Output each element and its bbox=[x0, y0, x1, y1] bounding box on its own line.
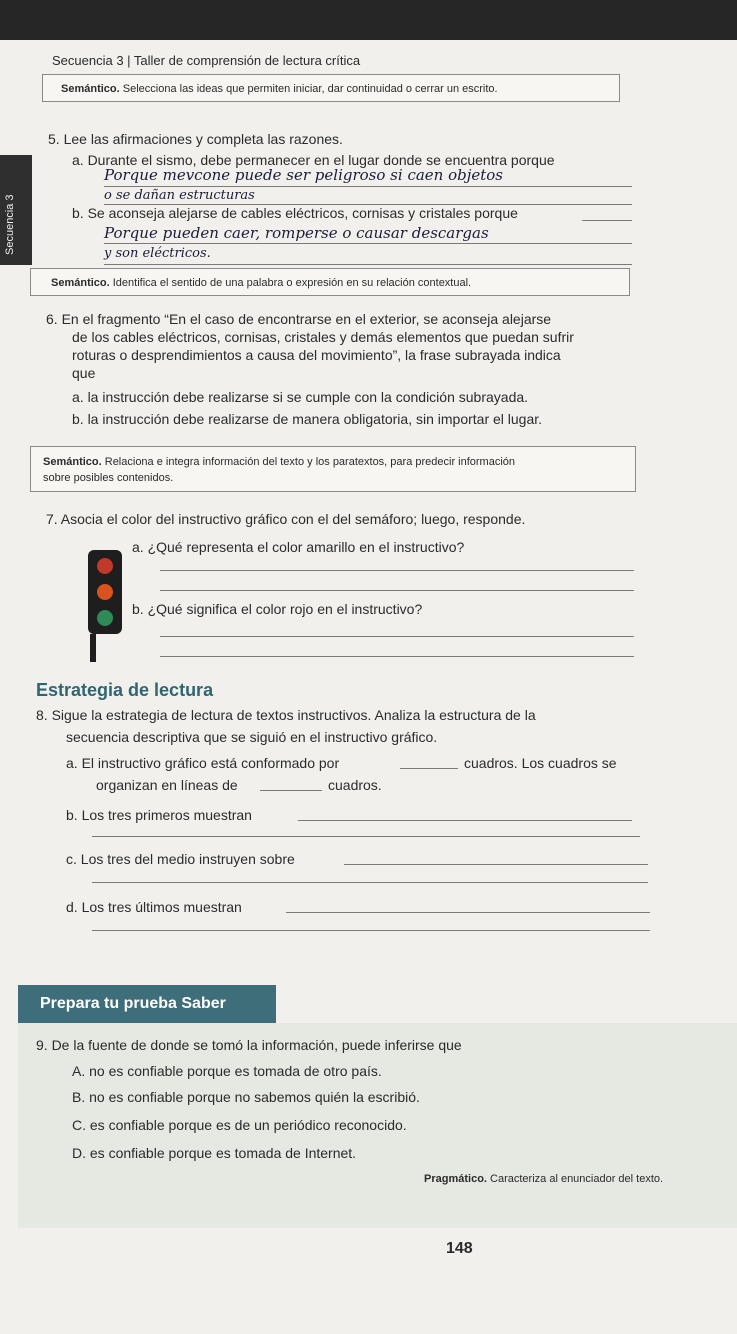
question-8a-part2: cuadros. Los cuadros se bbox=[464, 755, 617, 771]
saber-title: Prepara tu prueba Saber bbox=[18, 985, 276, 1023]
question-6-line3: roturas o desprendimientos a causa del movimiento”, la frase subrayada indica bbox=[72, 347, 561, 363]
skill-label: Semántico. bbox=[61, 83, 120, 95]
green-light bbox=[97, 610, 113, 626]
question-5b: b. Se aconseja alejarse de cables eléctricos, cornisas y cristales porque bbox=[72, 205, 518, 221]
red-light bbox=[97, 558, 113, 574]
pragmatic-note bbox=[424, 1172, 663, 1186]
strategy-title: Estrategia de lectura bbox=[36, 680, 214, 700]
page-header: Secuencia 3 | Taller de comprensión de lectura crítica bbox=[52, 53, 361, 68]
answer-line[interactable] bbox=[92, 930, 650, 931]
answer-line[interactable] bbox=[344, 864, 648, 865]
traffic-light-pole bbox=[90, 634, 96, 662]
blank-line[interactable] bbox=[400, 768, 458, 769]
skill-text-line2: sobre posibles contenidos. bbox=[43, 472, 174, 484]
answer-line[interactable] bbox=[160, 656, 634, 657]
skill-text: Selecciona las ideas que permiten iniciar, dar continuidad o cerrar un escrito. bbox=[122, 83, 498, 95]
skill-box-1 bbox=[42, 74, 620, 102]
option-9C[interactable]: C. es confiable porque es de un periódico reconocido. bbox=[72, 1117, 407, 1133]
answer-line[interactable] bbox=[92, 882, 648, 883]
skill-box-3 bbox=[30, 446, 636, 492]
page-number: 148 bbox=[446, 1240, 473, 1257]
question-8a-part1: a. El instructivo gráfico está conformado por bbox=[66, 755, 340, 771]
skill-box-2 bbox=[30, 268, 630, 296]
answer-line[interactable] bbox=[160, 636, 634, 637]
question-8-line1: 8. Sigue la estrategia de lectura de textos instructivos. Analiza la estructura de la bbox=[36, 707, 536, 723]
side-tab-label: Secuencia 3 bbox=[4, 194, 16, 255]
pragmatic-label: Pragmático. bbox=[424, 1173, 487, 1185]
question-8a-part4: cuadros. bbox=[328, 777, 382, 793]
option-9D[interactable]: D. es confiable porque es tomada de Internet. bbox=[72, 1145, 357, 1161]
skill-label: Semántico. bbox=[43, 456, 102, 468]
traffic-light-icon bbox=[86, 548, 126, 664]
question-5a: a. Durante el sismo, debe permanecer en el lugar donde se encuentra porque bbox=[72, 152, 555, 168]
question-8a-part3: organizan en líneas de bbox=[96, 777, 238, 793]
answer-line bbox=[104, 186, 632, 187]
answer-line[interactable] bbox=[286, 912, 650, 913]
option-9B[interactable]: B. no es confiable porque no sabemos quién la escribió. bbox=[72, 1089, 420, 1105]
pragmatic-text: Caracteriza al enunciador del texto. bbox=[490, 1173, 664, 1185]
option-6b[interactable]: b. la instrucción debe realizarse de manera obligatoria, sin importar el lugar. bbox=[72, 411, 543, 427]
question-7a: a. ¿Qué representa el color amarillo en el instructivo? bbox=[132, 539, 465, 555]
blank-line[interactable] bbox=[260, 790, 322, 791]
question-8b: b. Los tres primeros muestran bbox=[66, 807, 252, 823]
question-7b: b. ¿Qué significa el color rojo en el instructivo? bbox=[132, 601, 423, 617]
handwritten-answer-5b-line1[interactable]: Porque pueden caer, romperse o causar descargas bbox=[104, 224, 489, 242]
skill-text: Identifica el sentido de una palabra o expresión en su relación contextual. bbox=[112, 277, 472, 289]
question-6-line4: que bbox=[72, 365, 96, 381]
dark-background-strip bbox=[0, 0, 737, 40]
question-6-line1: 6. En el fragmento “En el caso de encontrarse en el exterior, se aconseja alejarse bbox=[46, 311, 552, 327]
question-8-line2: secuencia descriptiva que se siguió en el instructivo gráfico. bbox=[66, 729, 438, 745]
question-8d: d. Los tres últimos muestran bbox=[66, 899, 242, 915]
question-7: 7. Asocia el color del instructivo gráfico con el del semáforo; luego, responde. bbox=[46, 511, 526, 527]
question-5: 5. Lee las afirmaciones y completa las razones. bbox=[48, 131, 343, 147]
amber-light bbox=[97, 584, 113, 600]
handwritten-answer-5a-line2[interactable]: o se dañan estructuras bbox=[104, 188, 255, 203]
answer-line[interactable] bbox=[160, 570, 634, 571]
handwritten-answer-5b-line2[interactable]: y son eléctricos. bbox=[104, 246, 211, 261]
answer-line bbox=[582, 220, 632, 221]
answer-line bbox=[104, 264, 632, 265]
answer-line[interactable] bbox=[160, 590, 634, 591]
question-6-line2: de los cables eléctricos, cornisas, cristales y demás elementos que puedan sufrir bbox=[72, 329, 574, 345]
answer-line bbox=[104, 243, 632, 244]
side-tab bbox=[0, 155, 32, 265]
skill-label: Semántico. bbox=[51, 277, 110, 289]
option-9A[interactable]: A. no es confiable porque es tomada de otro país. bbox=[72, 1063, 382, 1079]
answer-line[interactable] bbox=[298, 820, 632, 821]
skill-text-line1: Relaciona e integra información del texto y los paratextos, para predecir información bbox=[104, 456, 516, 468]
option-6a[interactable]: a. la instrucción debe realizarse si se cumple con la condición subrayada. bbox=[72, 389, 529, 405]
answer-line[interactable] bbox=[92, 836, 640, 837]
question-8c: c. Los tres del medio instruyen sobre bbox=[66, 851, 295, 867]
question-9: 9. De la fuente de donde se tomó la información, puede inferirse que bbox=[36, 1037, 462, 1053]
handwritten-answer-5a-line1[interactable]: Porque mevcone puede ser peligroso si caen objetos bbox=[104, 166, 504, 184]
